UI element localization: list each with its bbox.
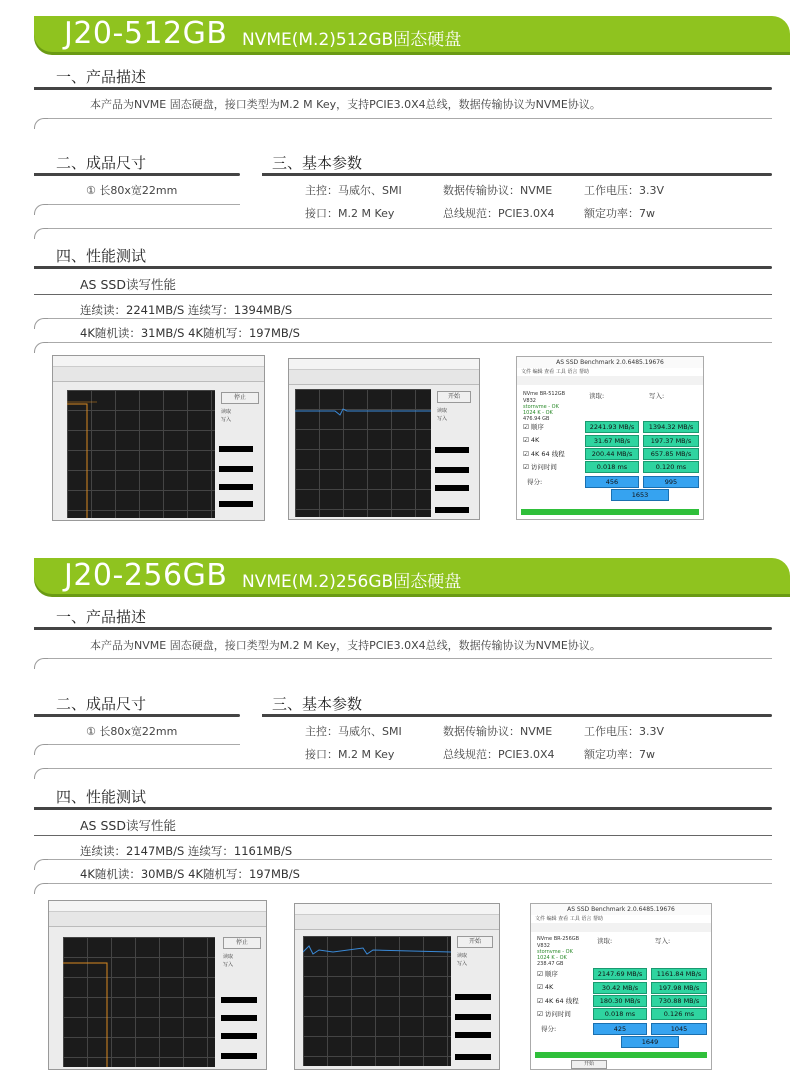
value-box: [221, 1015, 257, 1021]
section-rule: [262, 714, 772, 717]
value-box: [219, 484, 253, 490]
divider-curve: [34, 744, 49, 755]
param-voltage: 工作电压：3.3V: [584, 725, 665, 738]
write-option[interactable]: 写入: [457, 961, 468, 967]
benchmark-plot: [303, 936, 451, 1066]
drive-info: 238.47 GB: [537, 961, 564, 967]
stop-button[interactable]: 停止: [221, 392, 259, 404]
hdtune-write-screenshot: [48, 900, 267, 1070]
read-option[interactable]: 读取: [223, 954, 234, 960]
param-interface: 接口：M.2 M Key: [305, 207, 395, 220]
divider-curve: [34, 768, 49, 779]
window-tabs: [289, 370, 479, 385]
value-box: [455, 1054, 491, 1060]
drive-info: 1024 K - OK: [537, 955, 567, 961]
benchmark-plot: [67, 390, 215, 518]
divider-line: [48, 883, 772, 884]
model-title: J20-512GB: [64, 16, 228, 51]
divider-line: [48, 318, 772, 319]
section-rule: [34, 807, 772, 810]
window-toolbar: [53, 356, 264, 367]
start-button[interactable]: 开始: [571, 1060, 607, 1069]
window-tabs: [53, 367, 264, 382]
drive-info: stornvme - OK: [537, 949, 573, 955]
product-description-text: 本产品为NVME 固态硬盘，接口类型为M.2 M Key，支持PCIE3.0X4总线，数据传输协议为NVME协议。: [90, 98, 601, 111]
section-title-product: 一、产品描述: [56, 608, 147, 626]
write-header: 写入:: [655, 937, 671, 945]
value-box: [219, 466, 253, 472]
random-speed: 4K随机读：31MB/S 4K随机写：197MB/S: [80, 326, 300, 340]
drive-select[interactable]: [531, 923, 711, 932]
drive-select[interactable]: [517, 376, 703, 385]
write-curve: [63, 937, 215, 1067]
divider-curve: [34, 228, 49, 239]
score-read: 456: [585, 476, 639, 488]
size-text: ① 长80x宽22mm: [86, 725, 178, 738]
4k64-read-value: 180.30 MB/s: [593, 995, 647, 1007]
access-read-value: 0.018 ms: [585, 461, 639, 473]
as-ssd-screenshot: [516, 356, 704, 520]
seq-read-value: 2241.93 MB/s: [585, 421, 639, 433]
score-write: 1045: [651, 1023, 707, 1035]
param-power: 额定功率：7w: [584, 207, 655, 220]
access-read-value: 0.018 ms: [593, 1008, 647, 1020]
window-toolbar: [295, 904, 499, 915]
score-read: 425: [593, 1023, 647, 1035]
model-description: NVME(M.2)512GB固态硬盘: [242, 30, 462, 50]
drive-info: V832: [537, 943, 550, 949]
model-title: J20-256GB: [64, 558, 228, 593]
divider-line: [48, 204, 240, 205]
section-rule: [34, 87, 772, 90]
4k64-write-value: 657.85 MB/s: [643, 448, 699, 460]
section-title-size: 二、成品尺寸: [56, 154, 147, 172]
drive-info: 1024 K - OK: [523, 410, 553, 416]
value-box: [455, 994, 491, 1000]
param-controller: 主控：马威尔、SMI: [305, 725, 402, 738]
divider-line: [48, 118, 772, 119]
start-button[interactable]: 开始: [437, 391, 471, 403]
hdtune-read-screenshot: [288, 358, 480, 520]
as-ssd-title: AS SSD Benchmark 2.0.6485.19676: [531, 904, 711, 915]
read-curve: [303, 936, 451, 1066]
divider-curve: [34, 883, 49, 894]
write-header: 写入:: [649, 392, 665, 400]
value-box: [435, 507, 469, 513]
seq-speed: 连续读：2147MB/S 连续写：1161MB/S: [80, 844, 293, 858]
read-option[interactable]: 读取: [457, 953, 468, 959]
divider-line: [34, 835, 772, 836]
as-ssd-title: AS SSD Benchmark 2.0.6485.19676: [517, 357, 703, 368]
drive-name: NVme BR-512GB: [523, 391, 566, 397]
param-bus: 总线规范：PCIE3.0X4: [443, 207, 555, 220]
seq-read-value: 2147.69 MB/s: [593, 968, 647, 980]
window-toolbar: [49, 901, 266, 912]
progress-bar: [521, 509, 699, 515]
drive-info: stornvme - OK: [523, 404, 559, 410]
random-speed: 4K随机读：30MB/S 4K随机写：197MB/S: [80, 867, 300, 881]
progress-bar: [535, 1052, 707, 1058]
divider-line: [48, 859, 772, 860]
row-label-seq: ☑ 顺序: [537, 970, 558, 978]
read-header: 读取:: [597, 937, 613, 945]
access-write-value: 0.120 ms: [643, 461, 699, 473]
divider-curve: [34, 658, 49, 669]
row-label-seq: ☑ 顺序: [523, 423, 544, 431]
section-title-params: 三、基本参数: [272, 695, 363, 713]
row-label-4k: ☑ 4K: [537, 983, 554, 991]
divider-line: [48, 744, 240, 745]
param-protocol: 数据传输协议：NVME: [443, 725, 553, 738]
divider-line: [48, 658, 772, 659]
4k-write-value: 197.98 MB/s: [651, 982, 707, 994]
value-box: [455, 1032, 491, 1038]
stop-button[interactable]: 停止: [223, 937, 261, 949]
value-box: [221, 1033, 257, 1039]
read-header: 读取:: [589, 392, 605, 400]
section-rule: [34, 266, 772, 269]
as-ssd-menu: 文件 编辑 查看 工具 语言 帮助: [531, 915, 711, 923]
drive-info: 476.94 GB: [523, 416, 550, 422]
benchmark-plot: [295, 389, 431, 517]
score-write: 995: [643, 476, 699, 488]
param-interface: 接口：M.2 M Key: [305, 748, 395, 761]
access-write-value: 0.126 ms: [651, 1008, 707, 1020]
as-ssd-screenshot: [530, 903, 712, 1070]
score-total: 1653: [611, 489, 669, 501]
write-option[interactable]: 写入: [221, 417, 232, 423]
product-description-text: 本产品为NVME 固态硬盘，接口类型为M.2 M Key，支持PCIE3.0X4总线，数据传输协议为NVME协议。: [90, 639, 601, 652]
window-tabs: [295, 915, 499, 930]
section-rule: [34, 627, 772, 630]
param-voltage: 工作电压：3.3V: [584, 184, 665, 197]
4k64-write-value: 730.88 MB/s: [651, 995, 707, 1007]
divider-curve: [34, 204, 49, 215]
divider-curve: [34, 118, 49, 129]
drive-info: V832: [523, 398, 536, 404]
value-box: [219, 501, 253, 507]
seq-write-value: 1161.84 MB/s: [651, 968, 707, 980]
score-total: 1649: [621, 1036, 679, 1048]
divider-curve: [34, 342, 49, 353]
drive-name: NVme BR-256GB: [537, 936, 580, 942]
param-protocol: 数据传输协议：NVME: [443, 184, 553, 197]
window-toolbar: [289, 359, 479, 370]
row-label-4k: ☑ 4K: [523, 436, 540, 444]
param-power: 额定功率：7w: [584, 748, 655, 761]
benchmark-plot: [63, 937, 215, 1067]
4k-read-value: 31.67 MB/s: [585, 435, 639, 447]
section-rule: [34, 173, 240, 176]
value-box: [221, 997, 257, 1003]
write-option[interactable]: 写入: [223, 962, 234, 968]
seq-speed: 连续读：2241MB/S 连续写：1394MB/S: [80, 303, 293, 317]
section-title-product: 一、产品描述: [56, 68, 147, 86]
seq-write-value: 1394.32 MB/s: [643, 421, 699, 433]
divider-line: [48, 342, 772, 343]
as-ssd-menu: 文件 编辑 查看 工具 语言 帮助: [517, 368, 703, 376]
divider-curve: [34, 859, 49, 870]
size-text: ① 长80x宽22mm: [86, 184, 178, 197]
hdtune-read-screenshot: [294, 903, 500, 1070]
value-box: [435, 467, 469, 473]
row-label-access: ☑ 访问时间: [537, 1010, 571, 1018]
section-title-perf: 四、性能测试: [56, 788, 147, 806]
perf-title: AS SSD读写性能: [80, 277, 176, 292]
section-title-size: 二、成品尺寸: [56, 695, 147, 713]
section-rule: [34, 714, 240, 717]
param-controller: 主控：马威尔、SMI: [305, 184, 402, 197]
value-box: [435, 485, 469, 491]
4k-write-value: 197.37 MB/s: [643, 435, 699, 447]
4k64-read-value: 200.44 MB/s: [585, 448, 639, 460]
read-option[interactable]: 读取: [437, 408, 448, 414]
divider-line: [48, 768, 772, 769]
read-curve: [295, 389, 431, 517]
write-curve: [67, 390, 215, 518]
hdtune-write-screenshot: [52, 355, 265, 521]
value-box: [455, 1014, 491, 1020]
section-title-params: 三、基本参数: [272, 154, 363, 172]
section-rule: [262, 173, 772, 176]
section-title-perf: 四、性能测试: [56, 247, 147, 265]
score-label: 得分:: [541, 1025, 557, 1033]
value-box: [221, 1053, 257, 1059]
row-label-4k64: ☑ 4K 64 线程: [523, 450, 565, 458]
param-bus: 总线规范：PCIE3.0X4: [443, 748, 555, 761]
perf-title: AS SSD读写性能: [80, 818, 176, 833]
start-button[interactable]: 开始: [457, 936, 493, 948]
score-label: 得分:: [527, 478, 543, 486]
model-description: NVME(M.2)256GB固态硬盘: [242, 572, 462, 592]
row-label-access: ☑ 访问时间: [523, 463, 557, 471]
read-option[interactable]: 读取: [221, 409, 232, 415]
divider-line: [34, 294, 772, 295]
window-tabs: [49, 912, 266, 927]
divider-curve: [34, 318, 49, 329]
value-box: [435, 447, 469, 453]
divider-line: [48, 228, 772, 229]
row-label-4k64: ☑ 4K 64 线程: [537, 997, 579, 1005]
4k-read-value: 30.42 MB/s: [593, 982, 647, 994]
value-box: [219, 446, 253, 452]
write-option[interactable]: 写入: [437, 416, 448, 422]
